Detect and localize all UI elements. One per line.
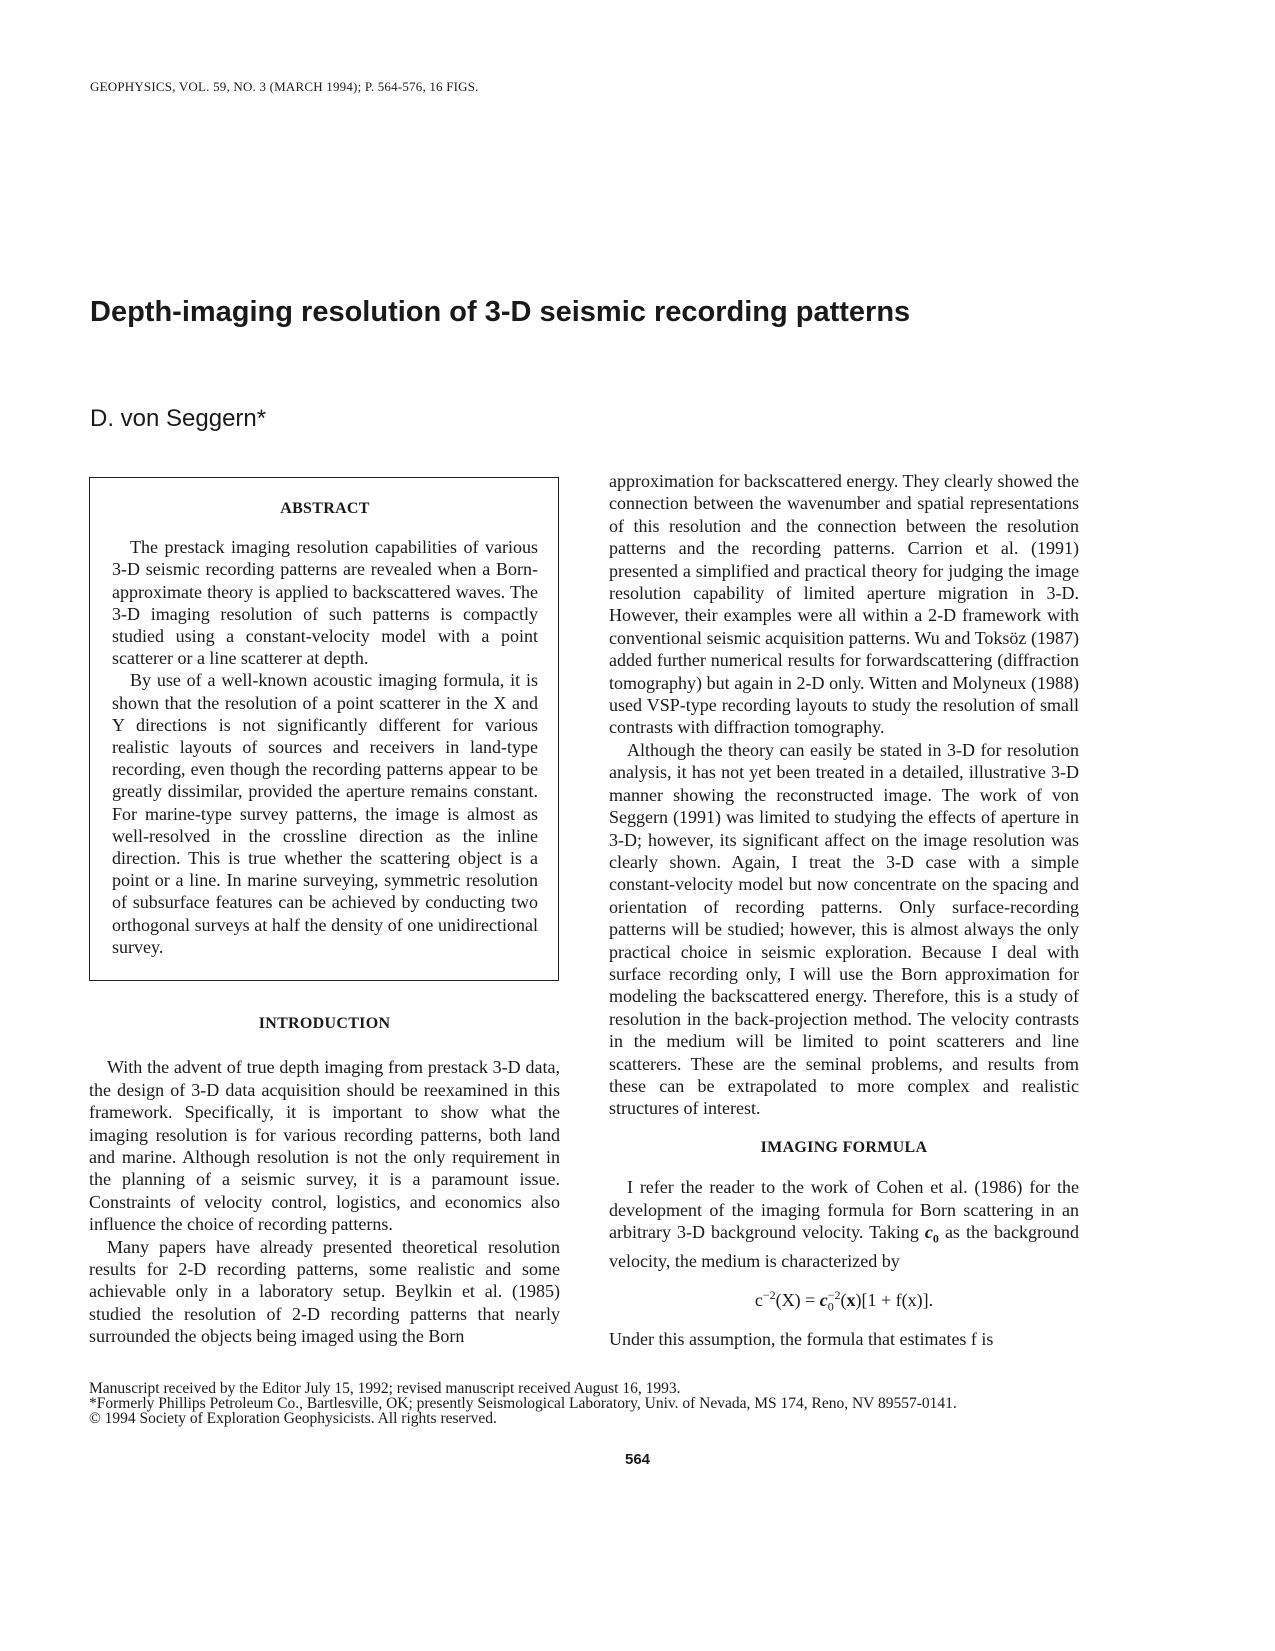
- imaging-formula-heading: IMAGING FORMULA: [760, 1138, 928, 1156]
- footnotes: [89, 1381, 1089, 1426]
- paper-title: Depth-imaging resolution of 3-D seismic recording patterns: [90, 296, 911, 328]
- footnote: Manuscript received by the Editor July 15, 1992; revised manuscript received August 16, 1993.: [89, 1380, 681, 1397]
- equation-rhs-base: c: [819, 1290, 828, 1311]
- equation-rhs-x: x: [846, 1290, 856, 1311]
- body-paragraph: With the advent of true depth imaging from prestack 3-D data, the design of 3-D data acquisition should be reexamined in this framework. Specifically, it is important to show what the imaging resolution is for various recording patterns, both land and marine. Although resolution is not the only requirement in the planning of a seismic survey, it is a paramount issue. Constraints of velocity control, logistics, and economics also influence the choice of recording patterns.: [89, 1057, 560, 1235]
- body-paragraph: Although the theory can easily be stated in 3-D for resolution analysis, it has not yet been treated in a detailed, illustrative 3-D manner showing the reconstructed image. The work of von Seggern (1991) was limited to studying the effects of aperture in 3-D; however, its significant affect on the image resolution was clearly shown. Again, I treat the 3-D case with a simple constant-velocity model but now concentrate on the spacing and orientation of recording patterns. Only surface-recording patterns will be studied; however, this is almost always the only practical choice in seismic exploration. Because I deal with surface recording only, I will use the Born approximation for modeling the backscattered energy. Therefore, this is a study of resolution in the back-projection method. The velocity contrasts in the medium will be limited to point scatterers and line scatterers. These are the seminal problems, and results from these can be extrapolated to more complex and realistic structures of interest.: [609, 739, 1079, 1119]
- abstract-heading: ABSTRACT: [280, 500, 370, 517]
- equation-lhs-arg: (X) =: [775, 1290, 816, 1311]
- body-paragraph: [609, 1176, 1079, 1272]
- symbol-subscript: 0: [932, 1231, 939, 1246]
- equation-lhs: [755, 1290, 815, 1310]
- page-number: 564: [624, 1451, 651, 1468]
- body-paragraph: Many papers have already presented theoretical resolution results for 2-D recording patterns, some realistic and some achievable only in a laboratory setup. Beylkin et al. (1985) studied the resolution of 2-D recording patterns that nearly surrounded the objects being imaged using the Born: [89, 1236, 560, 1347]
- introduction-heading: INTRODUCTION: [258, 1015, 391, 1032]
- equation-medium: [609, 1284, 1079, 1318]
- abstract-paragraph: By use of a well-known acoustic imaging formula, it is shown that the resolution of a point scatterer in the X and Y directions is not significantly different for various realistic layouts of sources and receivers in land-type recording, even though the recording patterns appear to be greatly dissimilar, provided the aperture remains constant. For marine-type survey patterns, the image is almost as well-resolved in the crossline direction as the inline direction. This is true whether the scattering object is a point or a line. In marine surveying, symmetric resolution of subsurface features can be achieved by conducting two orthogonal surveys at half the density of one unidirectional survey.: [112, 670, 538, 957]
- right-column: [609, 470, 1079, 1351]
- equation-rhs: [819, 1288, 934, 1314]
- equation-rhs-paren: (: [840, 1290, 847, 1311]
- abstract-body: [112, 498, 538, 958]
- symbol-base: c: [924, 1222, 933, 1242]
- body-paragraph: approximation for backscattered energy. They clearly showed the connection between the wavenumber and spatial representations of this resolution and the connection between the resolution patterns and the recording patterns. Carrion et al. (1991) presented a simplified and practical theory for judging the image resolution capability of limited aperture migration in 3-D. However, their examples were all within a 2-D framework with conventional seismic acquisition patterns. Wu and Toksöz (1987) added further numerical results for forwardscattering (diffraction tomography) but again in 2-D only. Witten and Molyneux (1988) used VSP-type recording layouts to study the resolution of small contrasts with diffraction tomography.: [609, 471, 1079, 738]
- author-line: D. von Seggern*: [90, 405, 267, 432]
- equation-lhs-base: c: [754, 1290, 763, 1311]
- footnote: © 1994 Society of Exploration Geophysicists. All rights reserved.: [89, 1410, 497, 1427]
- running-head: GEOPHYSICS, VOL. 59, NO. 3 (MARCH 1994); P. 564-576, 16 FIGS.: [90, 79, 479, 94]
- equation-rhs-subscript: 0: [827, 1300, 834, 1314]
- imaging-text-post: as the background velocity, the medium is characterized by: [609, 1222, 1079, 1271]
- equation-lhs-exponent: −2: [762, 1288, 776, 1303]
- body-paragraph: Under this assumption, the formula that estimates f is: [609, 1329, 994, 1350]
- imaging-text-pre: I refer the reader to the work of Cohen et al. (1986) for the development of the imaging formula for Born scattering in an arbitrary 3-D background velocity. Taking: [609, 1177, 1079, 1242]
- background-velocity-symbol: [924, 1222, 939, 1246]
- abstract-box: [89, 477, 559, 981]
- left-column: [89, 1013, 560, 1348]
- abstract-paragraph: The prestack imaging resolution capabilities of various 3-D seismic recording patterns are revealed when a Born-approximate theory is applied to backscattered waves. The 3-D imaging resolution of such patterns is compactly studied using a constant-velocity model with a point scatterer or a line scatterer at depth.: [112, 537, 538, 669]
- equation-rhs-rest: )[1 + f(x)].: [855, 1290, 934, 1311]
- equation-rhs-exponent: −2: [827, 1288, 841, 1303]
- footnote: *Formerly Phillips Petroleum Co., Bartlesville, OK; presently Seismological Laboratory, Univ. of Nevada, MS 174, Reno, NV 89557-0141.: [89, 1395, 957, 1412]
